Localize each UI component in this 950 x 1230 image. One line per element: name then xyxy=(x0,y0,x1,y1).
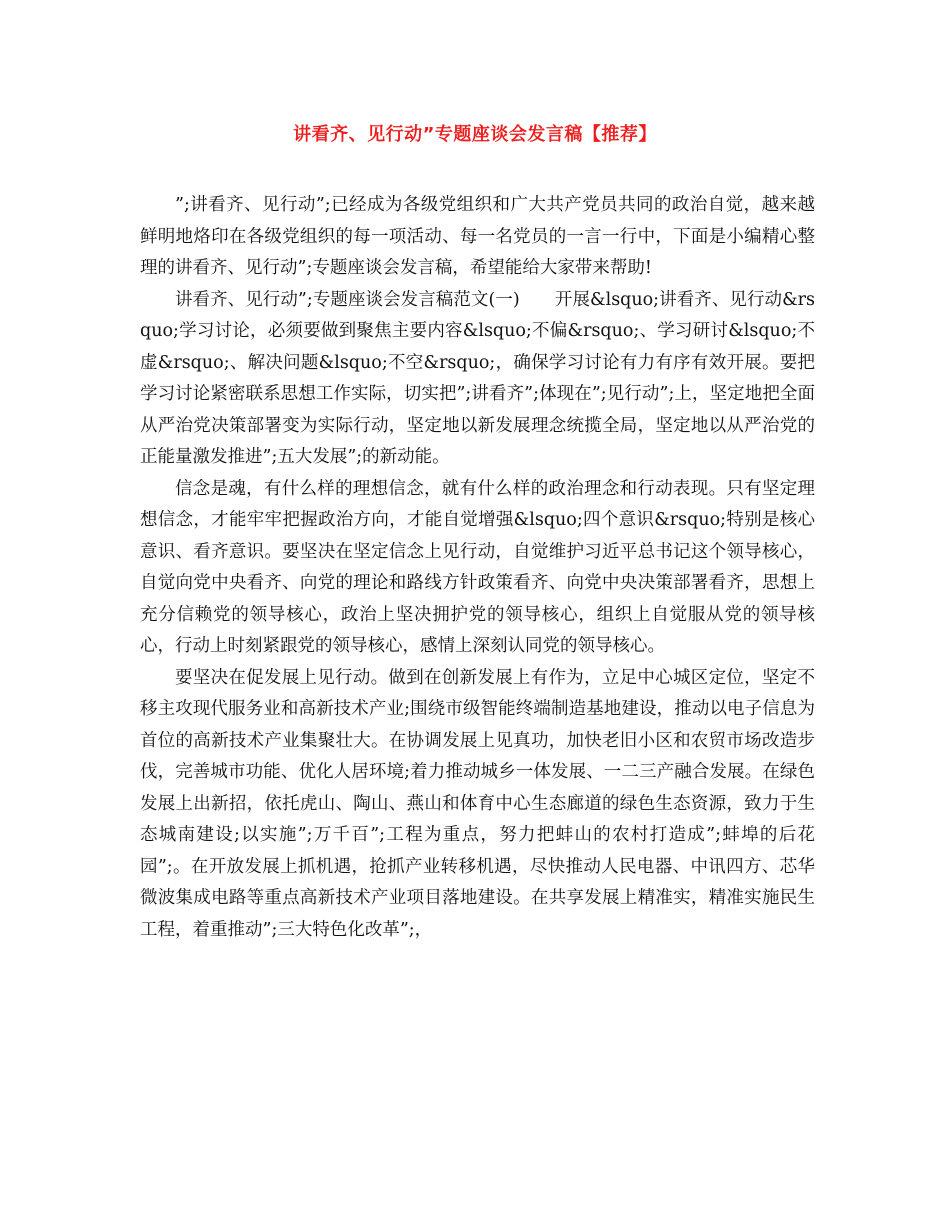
document-title: 讲看齐、见行动”专题座谈会发言稿【推荐】 xyxy=(293,124,657,145)
document-body xyxy=(140,190,815,946)
paragraph-sample-one: 讲看齐、见行动”;专题座谈会发言稿范文(一) 开展&lsquo;讲看齐、见行动&rsquo;学习讨论，必须要做到聚焦主要内容&lsquo;不偏&rsquo;、学习研讨&lsquo;不虚&rsquo;、解决问题&lsquo;不空&rsquo;，确保学习讨论有力有序有效开展。要把学习讨论紧密联系思想工作实际，切实把”;讲看齐”;体现在”;见行动”;上，坚定地把全面从严治党决策部署变为实际行动，坚定地以新发展理念统揽全局，坚定地以从严治党的正能量激发推进”;五大发展”;的新动能。 xyxy=(140,289,815,467)
paragraph-belief: 信念是魂，有什么样的理想信念，就有什么样的政治理念和行动表现。只有坚定理想信念，才能牢牢把握政治方向，才能自觉增强&lsquo;四个意识&rsquo;特别是核心意识、看齐意识。要坚决在坚定信念上见行动，自觉维护习近平总书记这个领导核心，自觉向党中央看齐、向党的理论和路线方针政策看齐、向党中央决策部署看齐，思想上充分信赖党的领导核心，政治上坚决拥护党的领导核心，组织上自觉服从党的领导核心，行动上时刻紧跟党的领导核心，感情上深刻认同党的领导核心。 xyxy=(140,478,815,656)
paragraph-development: 要坚决在促发展上见行动。做到在创新发展上有作为，立足中心城区定位，坚定不移主攻现代服务业和高新技术产业;围绕市级智能终端制造基地建设，推动以电子信息为首位的高新技术产业集聚壮大。在协调发展上见真功，加快老旧小区和农贸市场改造步伐，完善城市功能、优化人居环境;着力推动城乡一体发展、一二三产融合发展。在绿色发展上出新招，依托虎山、陶山、燕山和体育中心生态廊道的绿色生态资源，致力于生态城南建设;以实施”;万千百”;工程为重点，努力把蚌山的农村打造成”;蚌埠的后花园”;。在开放发展上抓机遇，抢抓产业转移机遇，尽快推动人民电器、中讯四方、芯华微波集成电路等重点高新技术产业项目落地建设。在共享发展上精准实，精准实施民生工程，着重推动”;三大特色化改革”;， xyxy=(140,667,815,940)
paragraph-intro: ”;讲看齐、见行动”;已经成为各级党组织和广大共产党员共同的政治自觉，越来越鲜明地烙印在各级党组织的每一项活动、每一名党员的一言一行中，下面是小编精心整理的讲看齐、见行动”;专题座谈会发言稿，希望能给大家带来帮助! xyxy=(140,195,815,278)
